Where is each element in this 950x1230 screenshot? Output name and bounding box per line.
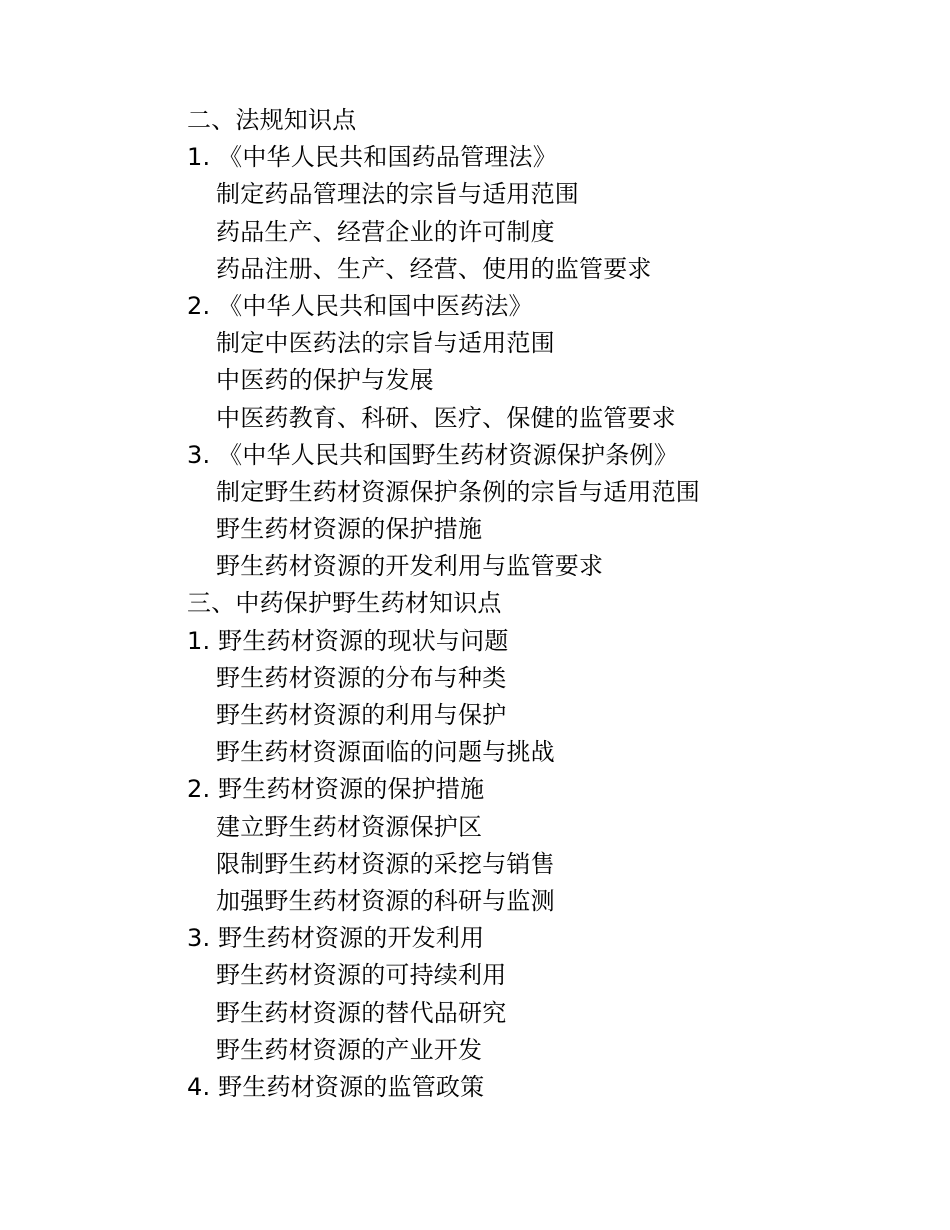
list-item-heading: 2. 野生药材资源的保护措施 [187,775,485,804]
list-subitem: 野生药材资源的替代品研究 [216,998,507,1027]
list-item-heading: 4. 野生药材资源的监管政策 [187,1072,485,1101]
list-item-heading: 1. 野生药材资源的现状与问题 [187,626,509,655]
list-subitem: 野生药材资源的保护措施 [216,515,483,544]
document-body [187,102,887,1106]
list-item-heading: 3. 《中华人民共和国野生药材资源保护条例》 [187,440,678,469]
section-heading: 二、法规知识点 [187,106,357,134]
list-subitem: 野生药材资源的产业开发 [216,1035,483,1064]
list-item-heading: 2. 《中华人民共和国中医药法》 [187,291,533,320]
list-subitem: 限制野生药材资源的采挖与销售 [216,849,555,878]
list-subitem: 药品注册、生产、经营、使用的监管要求 [216,254,652,283]
list-subitem: 中医药教育、科研、医疗、保健的监管要求 [216,403,676,432]
list-item-heading: 1. 《中华人民共和国药品管理法》 [187,143,557,172]
list-subitem: 野生药材资源的可持续利用 [216,961,507,990]
list-subitem: 制定药品管理法的宗旨与适用范围 [216,180,579,209]
list-subitem: 野生药材资源的利用与保护 [216,701,507,729]
list-subitem: 制定中医药法的宗旨与适用范围 [216,329,555,358]
list-subitem: 野生药材资源的开发利用与监管要求 [216,552,604,581]
list-subitem: 药品生产、经营企业的许可制度 [216,217,555,246]
section-heading: 三、中药保护野生药材知识点 [187,589,502,618]
list-subitem: 野生药材资源的分布与种类 [216,663,507,692]
list-subitem: 加强野生药材资源的科研与监测 [216,886,555,915]
list-item-heading: 3. 野生药材资源的开发利用 [187,924,485,953]
list-subitem: 中医药的保护与发展 [216,366,434,395]
list-subitem: 建立野生药材资源保护区 [216,812,483,841]
list-subitem: 制定野生药材资源保护条例的宗旨与适用范围 [216,477,700,506]
list-subitem: 野生药材资源面临的问题与挑战 [216,738,555,767]
